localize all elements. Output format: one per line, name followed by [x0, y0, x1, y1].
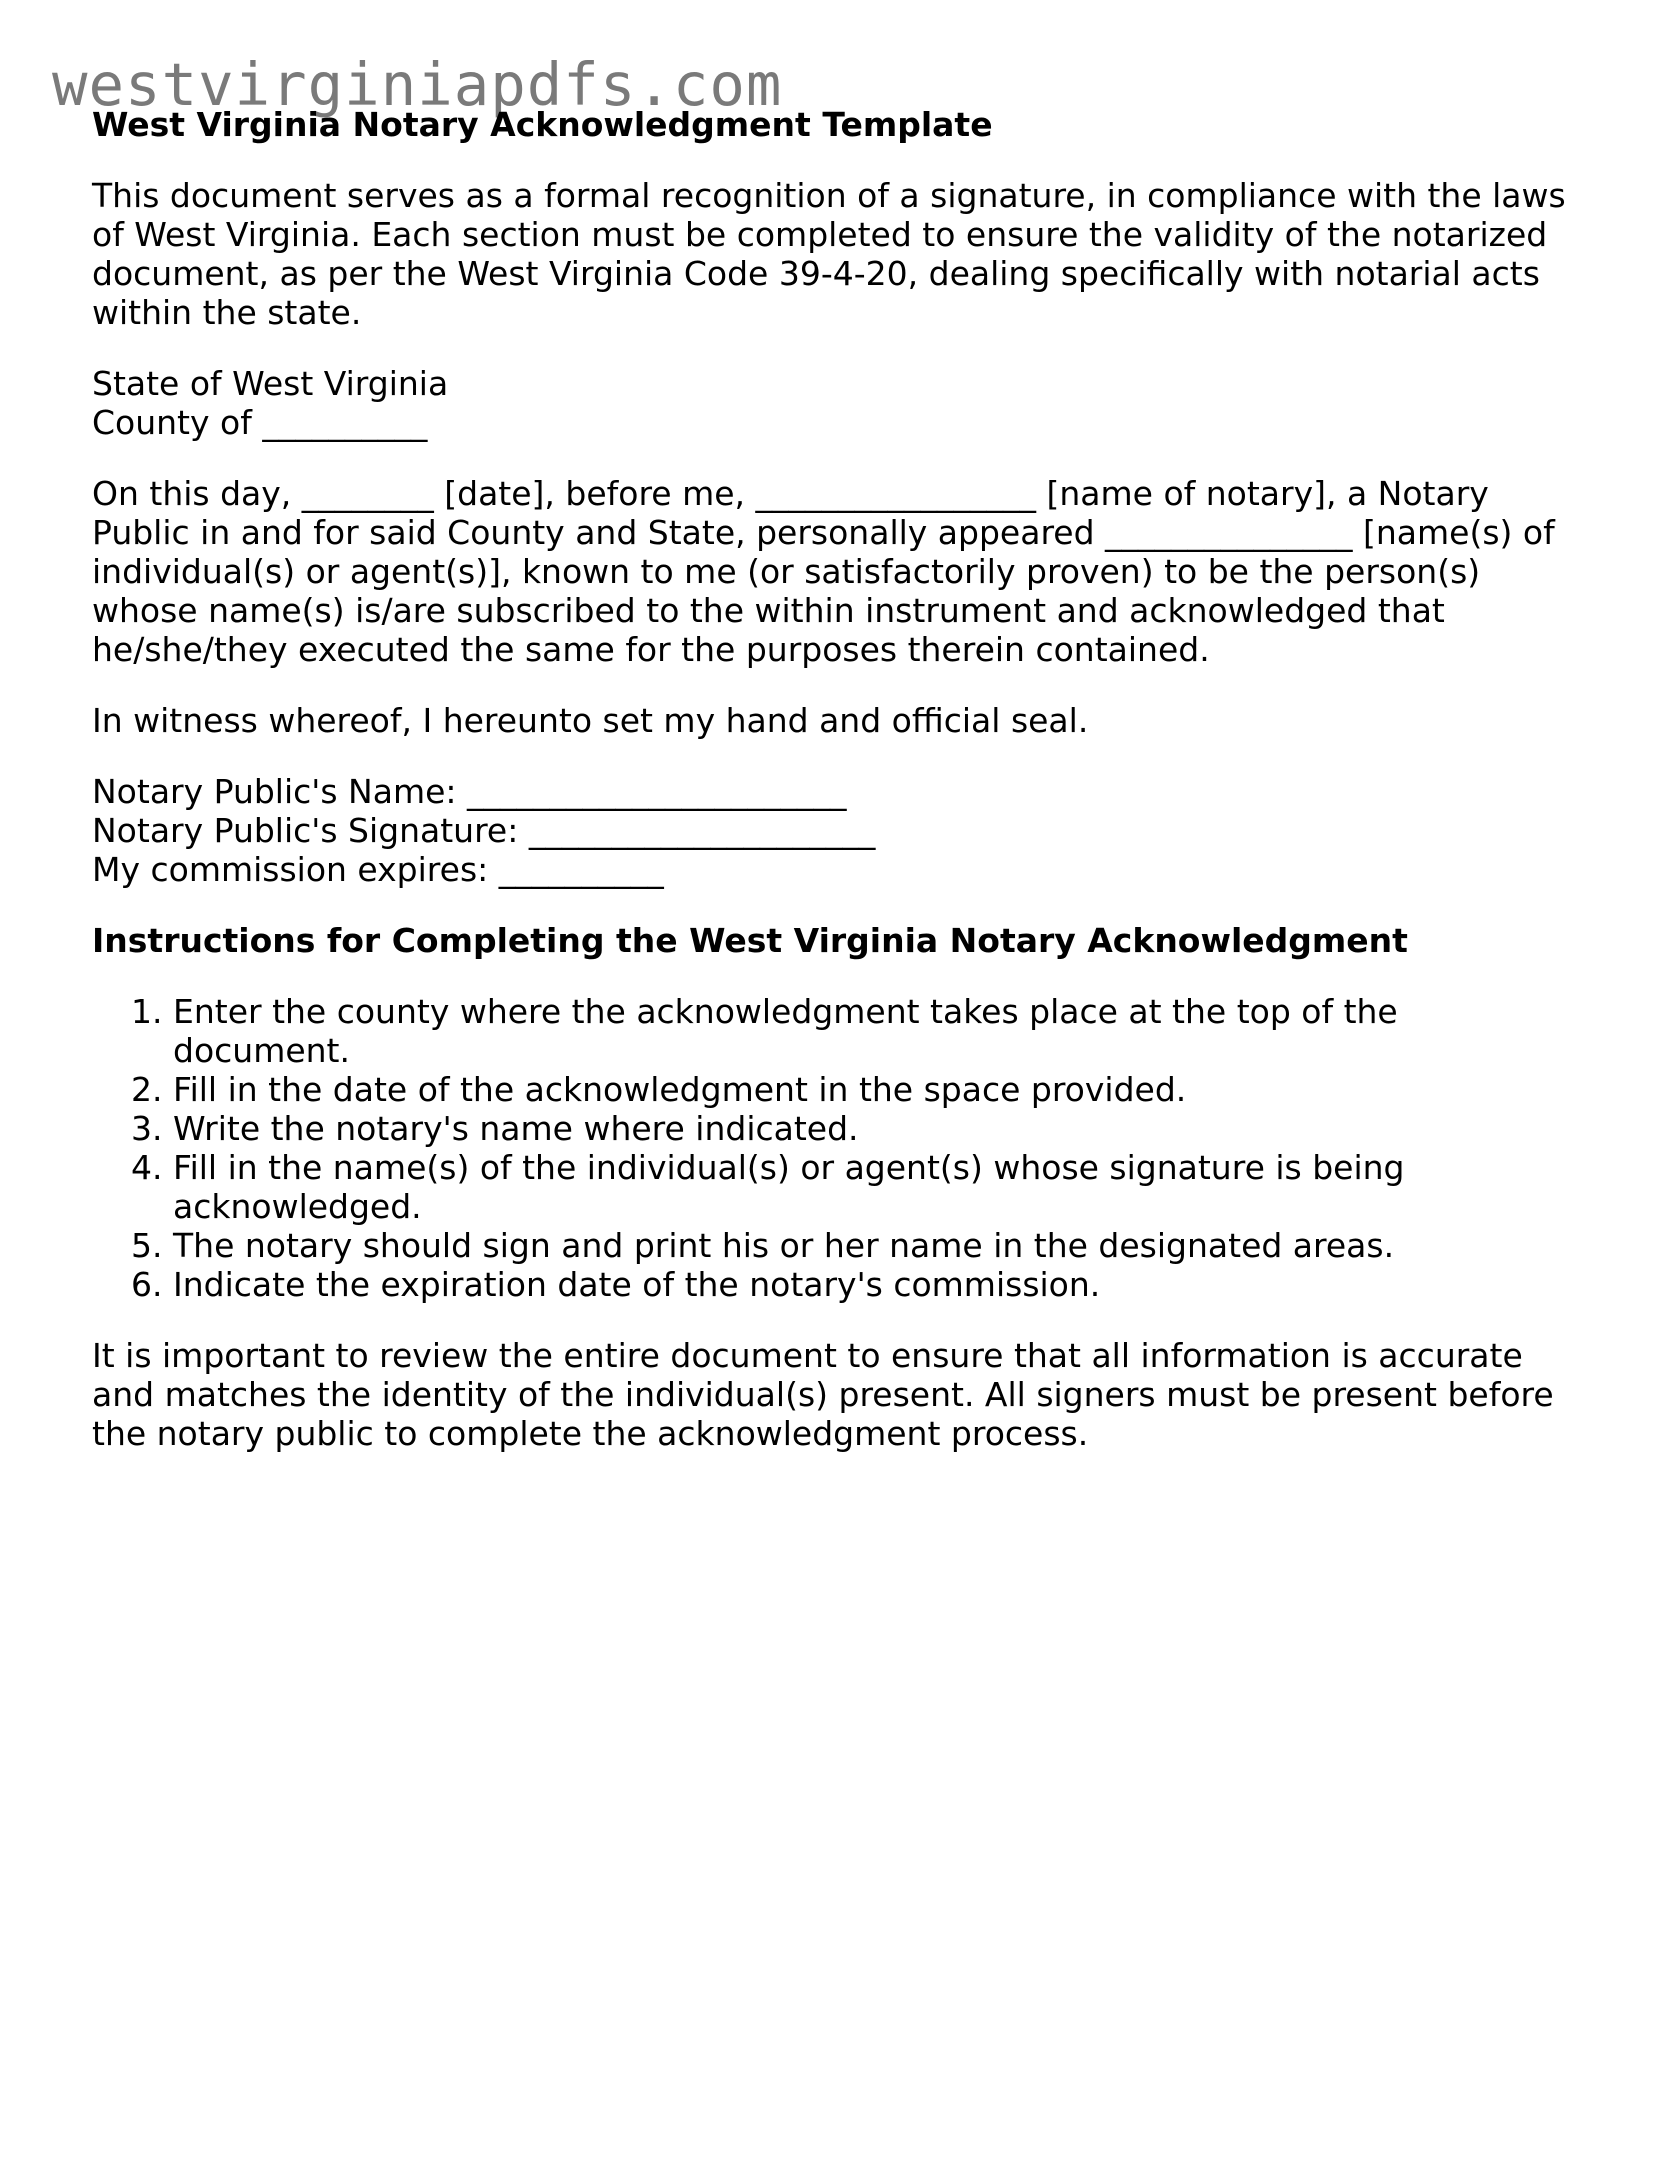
list-item: 3. Write the notary's name where indicated. — [173, 1109, 1582, 1148]
watermark: westvirginiapdfs.com — [52, 50, 783, 119]
intro-paragraph: This document serves as a formal recognition of a signature, in compliance with the laws of West Virginia. Each section must be completed to ensure the validity of the notarized document, as per the West Virginia Code 39-4-20, dealing specifically with notarial acts within the state. — [92, 176, 1566, 332]
document-title: West Virginia Notary Acknowledgment Template — [92, 105, 993, 144]
list-item: 4. Fill in the name(s) of the individual(s) or agent(s) whose signature is being acknowledged. — [173, 1148, 1582, 1226]
notary-signature-line: Notary Public's Signature: _____________________ — [92, 811, 876, 850]
instructions-list — [92, 992, 1582, 1304]
list-item: 2. Fill in the date of the acknowledgment in the space provided. — [173, 1070, 1582, 1109]
list-item: 6. Indicate the expiration date of the notary's commission. — [173, 1265, 1582, 1304]
acknowledgment-paragraph: On this day, ________ [date], before me, _________________ [name of notary], a Notary Public in and for said County and State, personally appeared _______________ [name(s) of individual(s) or agent(s)], known to me (or satisfactorily proven) to be the person(s) whose name(s) is/are subscribed to the within instrument and acknowledged that he/she/they executed the same for the purposes therein contained. — [92, 474, 1555, 669]
notary-block — [92, 772, 1582, 889]
venue-block — [92, 364, 1582, 442]
notary-name-line: Notary Public's Name: _______________________ — [92, 772, 847, 811]
venue-state: State of West Virginia — [92, 364, 449, 403]
list-item: 5. The notary should sign and print his or her name in the designated areas. — [173, 1226, 1582, 1265]
instructions-title: Instructions for Completing the West Virginia Notary Acknowledgment — [92, 921, 1408, 960]
venue-county: County of __________ — [92, 403, 428, 442]
commission-expires-line: My commission expires: __________ — [92, 850, 664, 889]
list-item: 1. Enter the county where the acknowledgment takes place at the top of the document. — [173, 992, 1582, 1070]
witness-statement: In witness whereof, I hereunto set my hand and official seal. — [92, 701, 1089, 740]
document-page — [92, 105, 1582, 1485]
closing-paragraph: It is important to review the entire document to ensure that all information is accurate and matches the identity of the individual(s) present. All signers must be present before the notary public to complete the acknowledgment process. — [92, 1336, 1554, 1453]
